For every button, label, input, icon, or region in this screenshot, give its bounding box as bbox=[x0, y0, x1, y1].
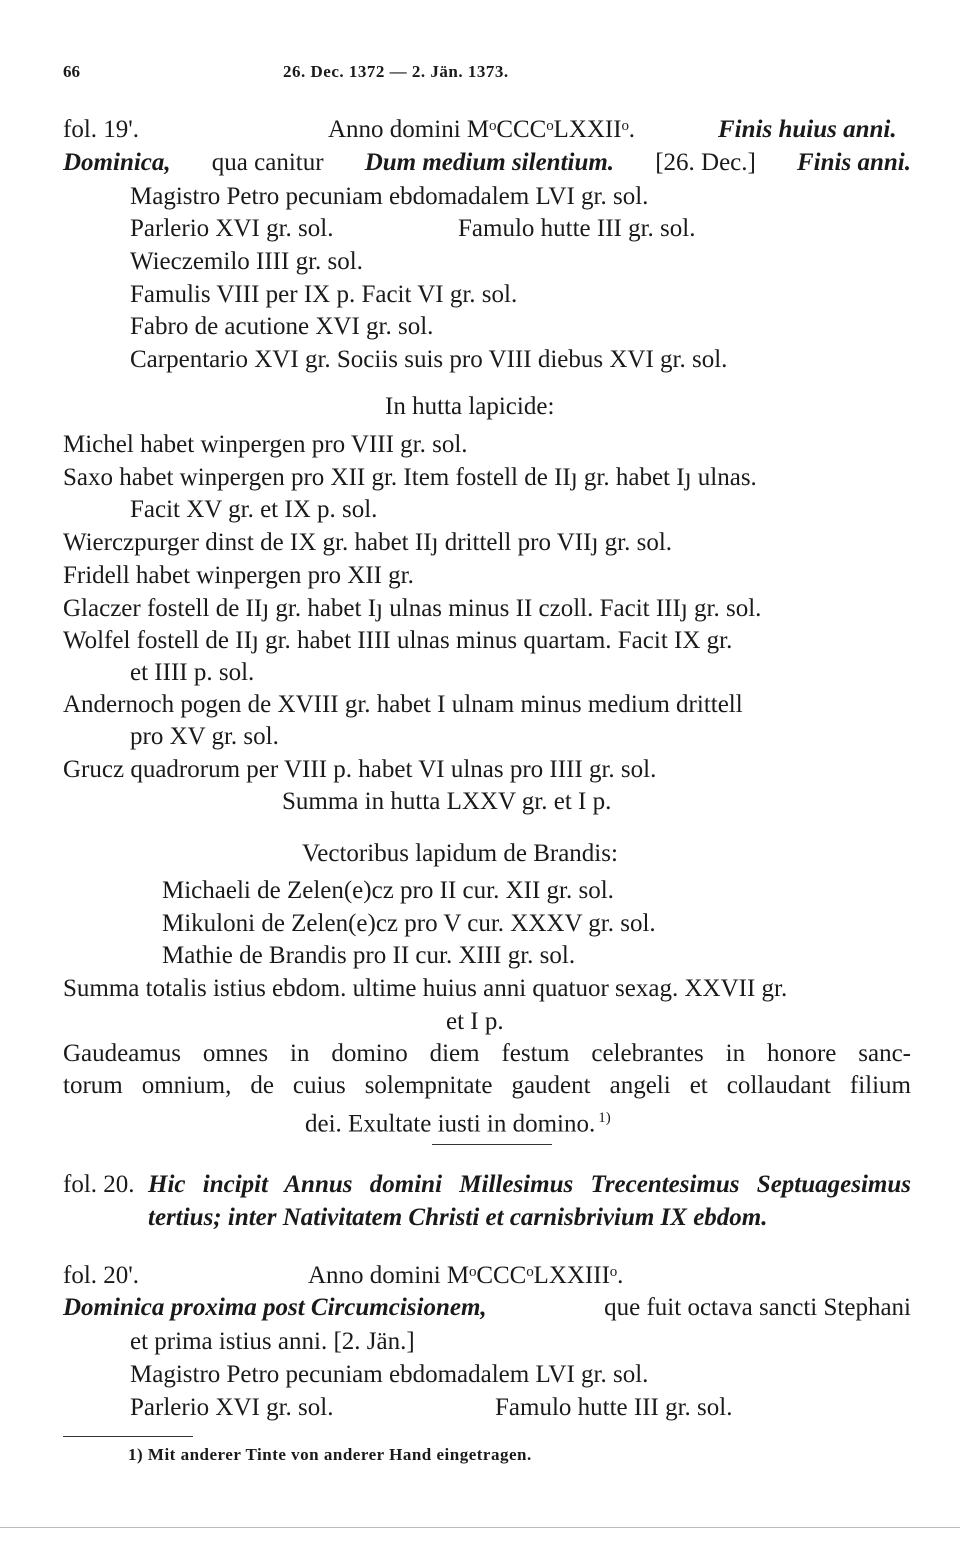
entry-line: Facit XV gr. et IX p. sol. bbox=[130, 496, 378, 523]
footnote: 1) Mit anderer Tinte von anderer Hand eingetragen. bbox=[128, 1445, 532, 1464]
entry-line: pro XV gr. sol. bbox=[130, 723, 279, 750]
dominica-line bbox=[63, 1293, 911, 1323]
incipit-line: tertius; inter Nativitatem Christi et carnisbrivium IX ebdom. bbox=[148, 1204, 768, 1231]
dominica-incipit: Dum medium silentium. bbox=[364, 149, 615, 176]
entry-line: Carpentario XVI gr. Sociis suis pro VIII diebus XVI gr. sol. bbox=[130, 346, 728, 373]
dominica-date: [26. Dec.] bbox=[655, 149, 756, 176]
entry-line: Michaeli de Zelen(e)cz pro II cur. XII gr. sol. bbox=[162, 877, 614, 904]
entry-line: Andernoch pogen de XVIII gr. habet I ulnam minus medium drittell bbox=[63, 691, 743, 718]
incipit-line: Hic incipit Annus domini Millesimus Trecentesimus Septuagesimus bbox=[148, 1171, 911, 1198]
entry-line: Michel habet winpergen pro VIII gr. sol. bbox=[63, 431, 468, 458]
entry-line: Parlerio XVI gr. sol. bbox=[130, 215, 334, 242]
footnote-rule bbox=[63, 1436, 193, 1437]
footnote-ref: 1) bbox=[598, 1110, 611, 1126]
dominica-line bbox=[63, 148, 911, 178]
folio-label: fol. 20'. bbox=[63, 1262, 140, 1289]
entry-line: Saxo habet winpergen pro XII gr. Item fostell de IIȷ gr. habet Iȷ ulnas. bbox=[63, 464, 757, 491]
entry-line: Fabro de acutione XVI gr. sol. bbox=[130, 313, 434, 340]
dominica-text: qua canitur bbox=[211, 149, 324, 176]
section-heading-hutta: In hutta lapicide: bbox=[385, 393, 555, 420]
year-heading-note: Finis huius anni. bbox=[718, 116, 897, 143]
entry-line: Grucz quadrorum per VIII p. habet VI ulnas pro IIII gr. sol. bbox=[63, 756, 657, 783]
summa-totalis-cont: et I p. bbox=[446, 1008, 504, 1035]
gaudeamus-line: torum omnium, de cuius solempnitate gaudent angeli et collaudant filium bbox=[63, 1072, 911, 1099]
gaudeamus-line: Gaudeamus omnes in domino diem festum celebrantes in honore sanc- bbox=[63, 1040, 911, 1067]
entry-line: Wierczpurger dinst de IX gr. habet IIȷ drittell pro VIIȷ gr. sol. bbox=[63, 529, 673, 556]
entry-line: Magistro Petro pecuniam ebdomadalem LVI gr. sol. bbox=[130, 183, 649, 210]
folio-label: fol. 20. bbox=[63, 1171, 135, 1198]
page-edge bbox=[0, 1527, 960, 1528]
entry-line: Glaczer fostell de IIȷ gr. habet Iȷ ulnas minus II czoll. Facit IIIȷ gr. sol. bbox=[63, 595, 762, 622]
entry-line: Famulo hutte III gr. sol. bbox=[458, 215, 696, 242]
entry-line: Mikuloni de Zelen(e)cz pro V cur. XXXV gr. sol. bbox=[162, 910, 656, 937]
page-number: 66 bbox=[63, 62, 80, 81]
year-heading: Anno domini MᵒCCCᵒLXXIIIᵒ. bbox=[308, 1262, 624, 1289]
gaudeamus-line bbox=[305, 1103, 611, 1139]
entry-line: Famulis VIII per IX p. Facit VI gr. sol. bbox=[130, 281, 518, 308]
dominica-label: Dominica proxima post Circumcisionem, bbox=[63, 1294, 487, 1321]
folio-label: fol. 19'. bbox=[63, 116, 140, 143]
section-heading-vectores: Vectoribus lapidum de Brandis: bbox=[302, 840, 618, 867]
entry-line: Fridell habet winpergen pro XII gr. bbox=[63, 562, 414, 589]
summa-totalis: Summa totalis istius ebdom. ultime huius anni quatuor sexag. XXVII gr. bbox=[63, 975, 788, 1002]
entry-line: Wieczemilo IIII gr. sol. bbox=[130, 248, 363, 275]
entry-line: Famulo hutte III gr. sol. bbox=[495, 1394, 733, 1421]
dominica-end: Finis anni. bbox=[797, 149, 911, 176]
dominica-cont: et prima istius anni. [2. Jän.] bbox=[130, 1328, 415, 1355]
entry-line: Wolfel fostell de IIȷ gr. habet IIII ulnas minus quartam. Facit IX gr. bbox=[63, 627, 733, 654]
separator-line bbox=[432, 1144, 552, 1145]
dominica-label: Dominica, bbox=[63, 149, 171, 176]
entry-line: Magistro Petro pecuniam ebdomadalem LVI gr. sol. bbox=[130, 1361, 649, 1388]
hutta-summa: Summa in hutta LXXV gr. et I p. bbox=[282, 788, 612, 815]
year-heading: Anno domini MᵒCCCᵒLXXIIᵒ. bbox=[328, 116, 636, 143]
gaudeamus-text: dei. Exultate iusti in domino. bbox=[305, 1110, 596, 1138]
entry-line: et IIII p. sol. bbox=[130, 659, 255, 686]
running-title: 26. Dec. 1372 — 2. Jän. 1373. bbox=[283, 62, 509, 81]
entry-line: Parlerio XVI gr. sol. bbox=[130, 1394, 334, 1421]
dominica-text: que fuit octava sancti Stephani bbox=[604, 1294, 911, 1321]
entry-line: Mathie de Brandis pro II cur. XIII gr. sol. bbox=[162, 942, 576, 969]
